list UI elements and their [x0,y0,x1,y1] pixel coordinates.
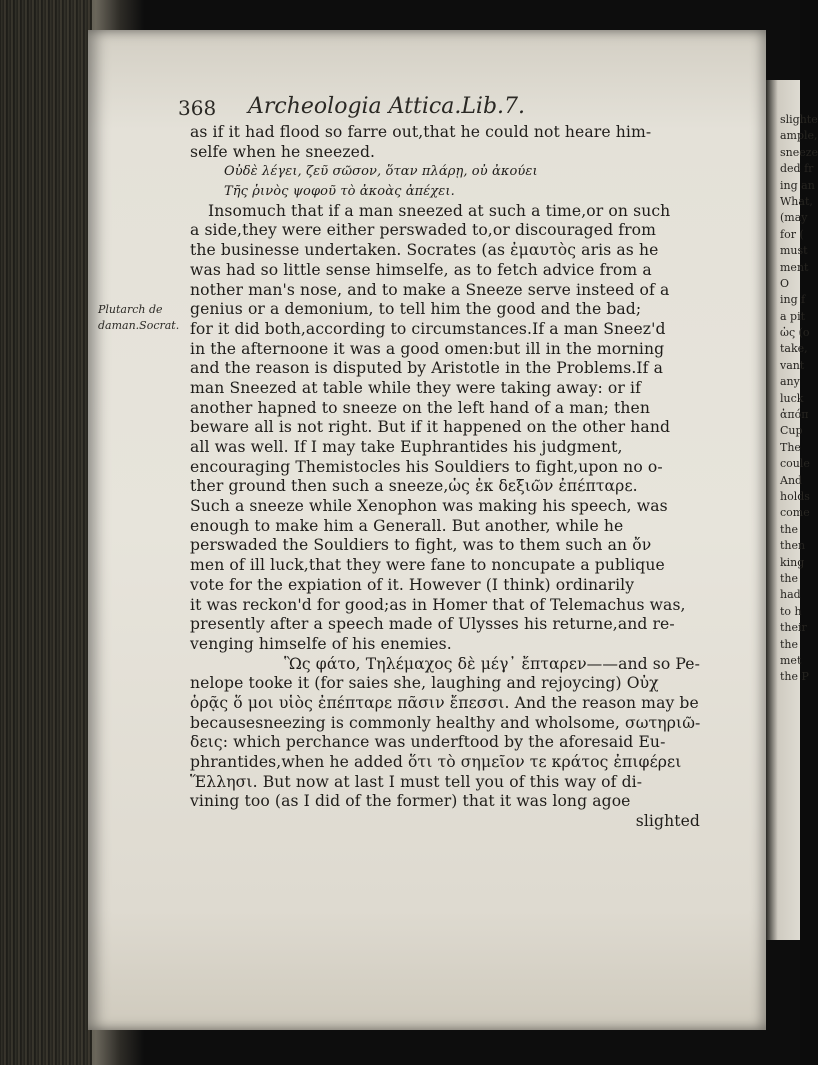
text-line: Τῆς ῥινὸς ψοφοῦ τὸ ἀκοὰς ἀπέχει. [224,184,455,200]
text-line: venging himselfe of his enemies. [190,634,452,653]
fragment-line: ing an [780,178,815,192]
fragment-line: What, [780,194,813,208]
fragment-line: luck [780,391,804,405]
fragment-line: (may [780,211,808,225]
text-line: it was reckon'd for good;as in Homer that of Telemachus was, [190,595,686,614]
text-line: as if it had flood so farre out,that he could not heare him- [190,123,652,141]
fragment-line: The [780,440,801,454]
text-line: ther ground then such a sneeze,ὡς ἐκ δεξιῶν ἐπέπταρε. [190,477,638,496]
text-line: for it did both,according to circumstances.If a man Sneez'd [190,319,666,338]
text-line: selfe when he sneezed. [190,142,376,161]
fragment-line: to h [780,604,802,618]
fragment-line: holds [780,489,810,503]
text-line: in the afternoone it was a good omen:but ill in the morning [190,339,665,358]
text-line: Ἕλλησι. But now at last I must tell you of this way of di- [190,772,643,791]
fragment-line: the [780,637,799,651]
main-text [190,123,730,832]
text-line: Such a sneeze while Xenophon was making his speech, was [190,497,668,516]
text-line: Ὣς φάτο, Τηλέμαχος δὲ μέγ᾽ ἔπταρεν——and so Pe- [284,654,700,673]
text-line: nelope tooke it (for saies she, laughing and rejoycing) Οὐχ [190,674,659,693]
fragment-line: a pit [780,309,806,323]
text-line: was had so little sense himselfe, as to fetch advice from a [190,260,652,279]
page-number: 368 [178,96,217,120]
margin-note-line: Plutarch de [98,303,163,316]
book-gutter-left [0,0,92,1065]
text-line: enough to make him a Generall. But another, while he [190,516,624,535]
text-line: genius or a demonium, to tell him the good and the bad; [190,300,642,319]
text-line: men of ill luck,that they were fane to noncupate a publique [190,556,665,575]
text-line: phrantides,when he added ὅτι τὸ σημεῖον τε κράτος ἐπιφέρει [190,753,682,771]
fragment-line: vant [780,358,805,372]
text-line: vining too (as I did of the former) that it was long agoe [190,792,631,811]
fragment-line: take, [780,342,808,356]
fragment-line: O [780,276,790,290]
text-line: Insomuch that if a man sneezed at such a time,or on such [208,201,671,220]
text-line: encouraging Themistocles his Souldiers to fight,upon no o- [190,457,663,476]
facing-page-text-fragment [780,112,818,686]
text-line: Οὐδὲ λέγει, ζεῦ σῶσον, ὅταν πλάρῃ, οὐ ἀκούει [224,164,538,180]
text-line: another hapned to sneeze on the left hand of a man; then [190,398,651,417]
text-line: beware all is not right. But if it happened on the other hand [190,418,671,437]
fragment-line: ment [780,260,809,274]
text-line: and the reason is disputed by Aristotle in the Problems.If a [190,359,664,378]
fragment-line: come [780,506,810,520]
fragment-line: the P [780,670,809,684]
fragment-line: their [780,621,807,635]
fragment-line: ded fr [780,162,814,176]
text-line: ὁρᾷς ὅ μοι υἱὸς ἐπέπταρε πᾶσιν ἔπεσσι. And the reason may be [190,693,699,712]
fragment-line: sneeze [780,145,818,159]
text-line: the businesse undertaken. Socrates (as ἐμαυτὸς aris as he [190,241,659,260]
fragment-line: the [780,522,799,536]
fragment-line: must [780,244,808,258]
text-line: man Sneezed at table while they were taking away: or if [190,378,641,397]
fragment-line: slighte [780,113,818,126]
text-line: perswaded the Souldiers to fight, was to them such an ὄν [190,536,652,555]
running-title: Archeologia Attica.Lib.7. [248,94,526,119]
text-line: slighted [635,812,700,831]
fragment-line: met [780,653,802,667]
text-line: δεις: which perchance was underftood by the aforesaid Eu- [190,733,666,752]
margin-note-line: daman.Socrat. [98,319,180,332]
text-line: presently after a speech made of Ulysses his returne,and re- [190,615,675,634]
text-line: all was well. If I may take Euphrantides his judgment, [190,438,623,456]
fragment-line: And [780,473,803,487]
text-line: becausesneezing is commonly healthy and wholsome, σωτηριῶ- [190,713,701,732]
fragment-line: the [780,571,799,585]
text-line: a side,they were either perswaded to,or discouraged from [190,221,657,240]
fragment-line: any [780,375,800,389]
fragment-line: had [780,588,801,602]
text-line: nother man's nose, and to make a Sneeze serve insteed of a [190,280,670,299]
fragment-line: then [780,539,806,553]
page-header [178,96,718,126]
fragment-line: ample, [780,129,818,143]
fragment-line: coule [780,457,810,471]
fragment-line: for ( [780,227,804,241]
fragment-line: ὡς (ο [780,326,810,340]
fragment-line: ing f [780,293,806,307]
fragment-line: ἀπόπ [780,408,809,422]
fragment-line: king [780,555,805,569]
text-line: vote for the expiation of it. However (I think) ordinarily [190,575,635,594]
fragment-line: Cup [780,424,803,438]
